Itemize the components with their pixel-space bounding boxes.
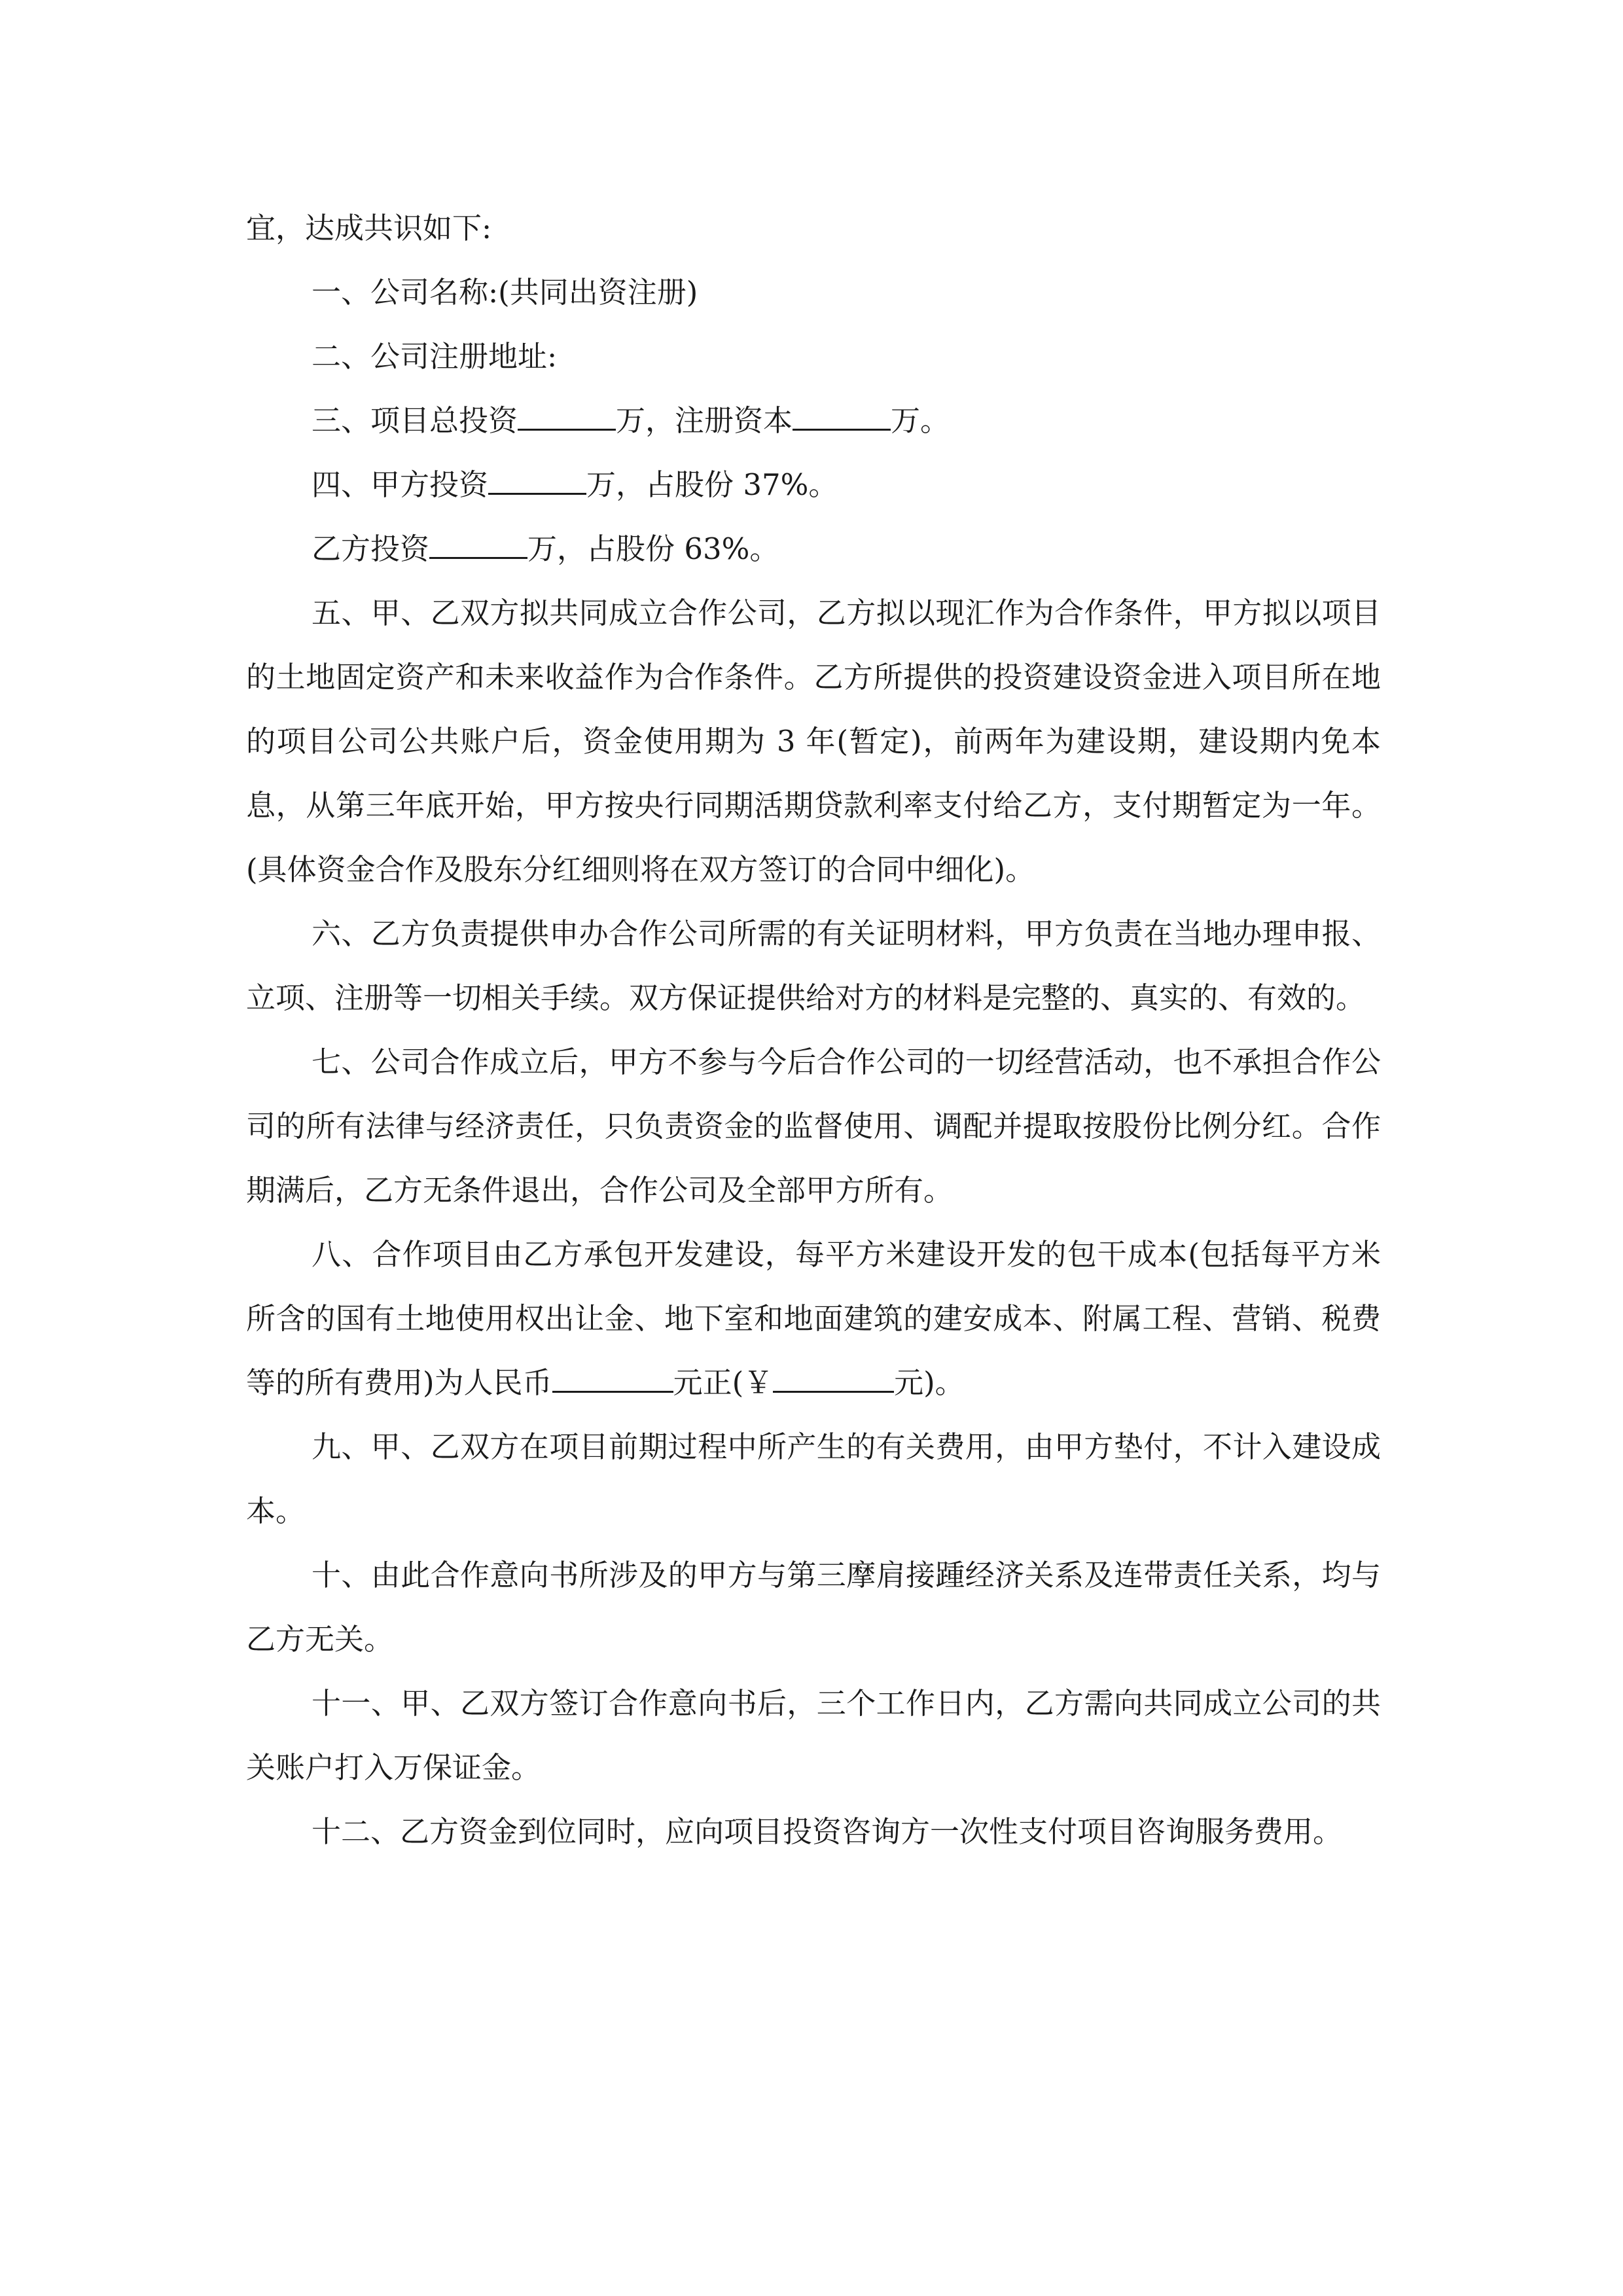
fill-in-blank-cost-yuan[interactable] <box>773 1365 894 1393</box>
paragraph-text: 十二、乙方资金到位同时，应向项目投资咨询方一次性支付项目咨询服务费用。 <box>312 1814 1343 1849</box>
clause-documentation <box>246 902 1381 1030</box>
clause-company-name <box>246 260 1381 325</box>
clause-construction-cost <box>246 1223 1381 1415</box>
paragraph-text: 二、公司注册地址: <box>312 339 558 374</box>
paragraph-text: 宜，达成共识如下: <box>246 211 492 245</box>
paragraph-text: 七、公司合作成立后，甲方不参与今后合作公司的一切经营活动，也不承担合作公司的所有法律与经济责任，只负责资金的监督使用、调配并提取按股份比例分红。合作期满后，乙方无条件退出，合作公司及全部甲方所有。 <box>246 1045 1381 1208</box>
clause-company-address <box>246 325 1381 389</box>
paragraph-text: 乙方投资 <box>312 531 430 566</box>
fill-in-blank-party-b-investment[interactable] <box>429 531 527 559</box>
paragraph-text: 三、项目总投资 <box>312 403 518 438</box>
paragraph-text: 十、由此合作意向书所涉及的甲方与第三摩肩接踵经济关系及连带责任关系，均与乙方无关。 <box>246 1558 1381 1657</box>
paragraph-text: 万，占股份 63%。 <box>527 531 779 566</box>
clause-liability <box>246 1543 1381 1672</box>
paragraph-intro-continuation <box>246 196 1381 260</box>
paragraph-text: 四、甲方投资 <box>312 467 489 502</box>
clause-total-investment <box>246 389 1381 453</box>
clause-consulting-fee <box>246 1800 1381 1864</box>
fill-in-blank-cost-rmb[interactable] <box>552 1365 673 1393</box>
paragraph-text: 一、公司名称:(共同出资注册) <box>312 275 698 310</box>
clause-deposit <box>246 1672 1381 1800</box>
clause-party-a-investment <box>246 453 1381 517</box>
paragraph-text: 十一、甲、乙双方签订合作意向书后，三个工作日内，乙方需向共同成立公司的共关账户打入万保证金。 <box>246 1686 1381 1785</box>
paragraph-text: 九、甲、乙双方在项目前期过程中所产生的有关费用，由甲方垫付，不计入建设成本。 <box>246 1429 1381 1528</box>
paragraph-text: 六、乙方负责提供申办合作公司所需的有关证明材料，甲方负责在当地办理申报、立项、注册等一切相关手续。双方保证提供给对方的材料是完整的、真实的、有效的。 <box>246 916 1381 1015</box>
paragraph-text: 五、甲、乙双方拟共同成立合作公司，乙方拟以现汇作为合作条件，甲方拟以项目的土地固定资产和未来收益作为合作条件。乙方所提供的投资建设资金进入项目所在地的项目公司公共账户后，资金使用期为 3 年(暂定)，前两年为建设期，建设期内免本息，从第三年底开始，甲方按央行同期活期贷款利率支付给乙方，支付期暂定为一年。(具体资金合作及股东分红细则将在双方签订的合同中细化)。 <box>246 596 1381 887</box>
fill-in-blank-registered-capital[interactable] <box>793 403 891 431</box>
document-body <box>246 196 1381 1864</box>
clause-operations <box>246 1030 1381 1223</box>
paragraph-text: 元正(￥ <box>673 1365 774 1400</box>
paragraph-text: 八、合作项目由乙方承包开发建设，每平方米建设开发的包干成本(包括每平方米所含的国有土地使用权出让金、地下室和地面建筑的建安成本、附属工程、营销、税费等的所有费用)为人民币 <box>246 1237 1381 1400</box>
paragraph-text: 元)。 <box>894 1365 965 1400</box>
clause-preliminary-costs <box>246 1415 1381 1543</box>
clause-party-b-investment <box>246 517 1381 581</box>
fill-in-blank-total-investment[interactable] <box>518 403 616 431</box>
fill-in-blank-party-a-investment[interactable] <box>488 467 586 495</box>
paragraph-text: 万，注册资本 <box>616 403 793 438</box>
paragraph-text: 万。 <box>891 403 950 438</box>
clause-cooperation-terms <box>246 581 1381 902</box>
paragraph-text: 万，占股份 37%。 <box>586 467 838 502</box>
